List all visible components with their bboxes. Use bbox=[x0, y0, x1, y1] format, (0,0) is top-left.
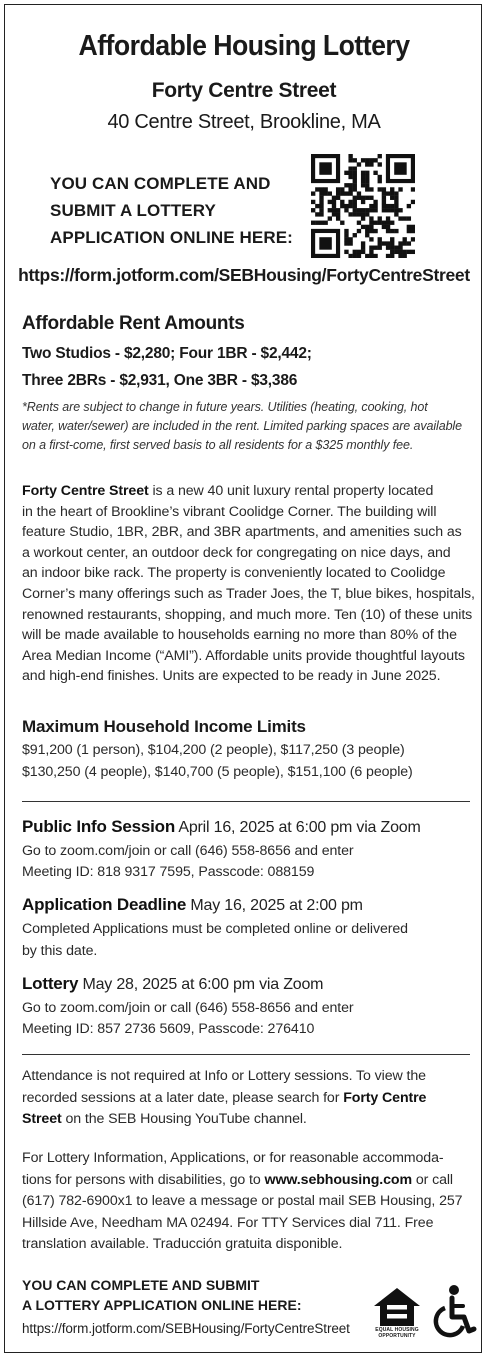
lottery-title bbox=[22, 974, 323, 994]
info-session-label: Public Info Session bbox=[22, 817, 176, 836]
application-url-bottom[interactable]: https://form.jotform.com/SEBHousing/FortyCentreStreet bbox=[22, 1321, 350, 1336]
attendance-line: recorded sessions at a later date, please search for bbox=[22, 1089, 344, 1106]
property-address: 40 Centre Street, Brookline, MA bbox=[107, 111, 381, 133]
wheelchair-accessibility-icon bbox=[428, 1284, 478, 1340]
contact-line: Hillside Ave, Needham MA 02494. For TTY Services dial 711. Free bbox=[22, 1214, 434, 1231]
rent-line: Three 2BRs - $2,931, One 3BR - $3,386 bbox=[22, 372, 298, 389]
description-line: renowned restaurants, shopping, and much more. Ten (10) of these units bbox=[22, 606, 473, 623]
attendance-note bbox=[22, 1066, 476, 1131]
website-link[interactable]: www.sebhousing.com bbox=[264, 1171, 412, 1188]
apply-callout-line: YOU CAN COMPLETE AND SUBMIT bbox=[22, 1277, 260, 1293]
lottery-line: Go to zoom.com/join or call (646) 558-8656 and enter bbox=[22, 1000, 354, 1016]
property-name-bold: Forty Centre bbox=[343, 1089, 427, 1106]
lottery-when: May 28, 2025 at 6:00 pm via Zoom bbox=[78, 976, 324, 993]
description-line: will be made available to households earning no more than 80% of the bbox=[22, 627, 457, 644]
apply-callout-line: SUBMIT A LOTTERY bbox=[50, 201, 216, 220]
deadline-when: May 16, 2025 at 2:00 pm bbox=[186, 897, 363, 914]
income-line: $91,200 (1 person), $104,200 (2 people), $117,250 (3 people) bbox=[22, 742, 405, 758]
description-line: an indoor bike rack. The property is conveniently located to Coolidge bbox=[22, 565, 446, 582]
income-heading: Maximum Household Income Limits bbox=[22, 717, 306, 736]
application-url[interactable]: https://form.jotform.com/SEBHousing/FortyCentreStreet bbox=[18, 265, 470, 285]
footnote-line: on a first-come, first served basis to all residents for a $325 monthly fee. bbox=[22, 438, 414, 452]
attendance-line: on the SEB Housing YouTube channel. bbox=[61, 1111, 307, 1128]
property-description bbox=[22, 481, 476, 687]
contact-info bbox=[22, 1148, 476, 1256]
footnote-line: *Rents are subject to change in future years. Utilities (heating, cooking, hot bbox=[22, 400, 428, 414]
info-session-when: April 16, 2025 at 6:00 pm via Zoom bbox=[175, 819, 421, 836]
equal-housing-text bbox=[372, 1327, 422, 1339]
apply-online-callout bbox=[50, 170, 300, 251]
contact-line: (617) 782-6900x1 to leave a message or postal mail SEB Housing, 257 bbox=[22, 1193, 463, 1210]
property-name: Forty Centre Street bbox=[151, 79, 337, 102]
income-line: $130,250 (4 people), $140,700 (5 people), $151,100 (6 people) bbox=[22, 764, 413, 780]
description-line: is a new 40 unit luxury rental property located bbox=[148, 483, 434, 499]
lottery-line: Meeting ID: 857 2736 5609, Passcode: 276410 bbox=[22, 1021, 315, 1037]
contact-line: For Lottery Information, Applications, or for reasonable accommoda- bbox=[22, 1150, 444, 1166]
info-session-title bbox=[22, 817, 421, 837]
eho-line: EQUAL HOUSING bbox=[375, 1327, 419, 1333]
description-line: feature Studio, 1BR, 2BR, and 3BR apartments, and amenities such as bbox=[22, 524, 462, 541]
property-name-bold: Forty Centre Street bbox=[22, 483, 149, 499]
apply-callout-line: APPLICATION ONLINE HERE: bbox=[50, 228, 293, 247]
description-line: Area Median Income (“AMI”). Affordable units provide thoughtful layouts bbox=[22, 647, 465, 664]
contact-line: tions for persons with disabilities, go to bbox=[22, 1171, 265, 1188]
rent-footnote bbox=[22, 398, 472, 455]
deadline-label: Application Deadline bbox=[22, 895, 187, 914]
page-title: Affordable Housing Lottery bbox=[78, 30, 410, 62]
footnote-line: water, water/sewer) are included in the rent. Limited parking spaces are available bbox=[22, 419, 462, 433]
info-session-line: Go to zoom.com/join or call (646) 558-8656 and enter bbox=[22, 843, 354, 859]
description-line: in the heart of Brookline’s vibrant Coolidge Corner. The building will bbox=[22, 503, 437, 520]
apply-callout-line: YOU CAN COMPLETE AND bbox=[50, 174, 271, 193]
contact-line: or call bbox=[411, 1171, 453, 1188]
description-line: and high-end finishes. Units are expected to be ready in June 2025. bbox=[22, 668, 441, 685]
rent-line: Two Studios - $2,280; Four 1BR - $2,442; bbox=[22, 345, 312, 362]
house-shape bbox=[372, 1286, 422, 1328]
deadline-line: by this date. bbox=[22, 943, 98, 959]
equal-housing-icon bbox=[372, 1286, 422, 1346]
attendance-line: Attendance is not required at Info or Lottery sessions. To view the bbox=[22, 1068, 426, 1084]
rent-heading: Affordable Rent Amounts bbox=[22, 313, 245, 334]
qr-code-icon[interactable] bbox=[311, 154, 415, 258]
divider bbox=[22, 801, 470, 802]
divider bbox=[22, 1054, 470, 1055]
description-line: a workout center, an outdoor deck for congregating on nice days, and bbox=[22, 544, 451, 561]
property-name-bold: Street bbox=[22, 1111, 62, 1128]
info-session-line: Meeting ID: 818 9317 7595, Passcode: 088159 bbox=[22, 864, 315, 880]
deadline-title bbox=[22, 895, 363, 915]
lottery-label: Lottery bbox=[22, 974, 79, 993]
deadline-line: Completed Applications must be completed online or delivered bbox=[22, 921, 408, 937]
contact-line: translation available. Traducción gratuita disponible. bbox=[22, 1236, 343, 1253]
apply-callout-line: A LOTTERY APPLICATION ONLINE HERE: bbox=[22, 1297, 302, 1313]
description-line: Corner’s many offerings such as Trader Joes, the T, blue bikes, hospitals, bbox=[22, 585, 475, 602]
apply-online-callout-bottom bbox=[22, 1275, 302, 1315]
eho-line: OPPORTUNITY bbox=[378, 1333, 416, 1339]
